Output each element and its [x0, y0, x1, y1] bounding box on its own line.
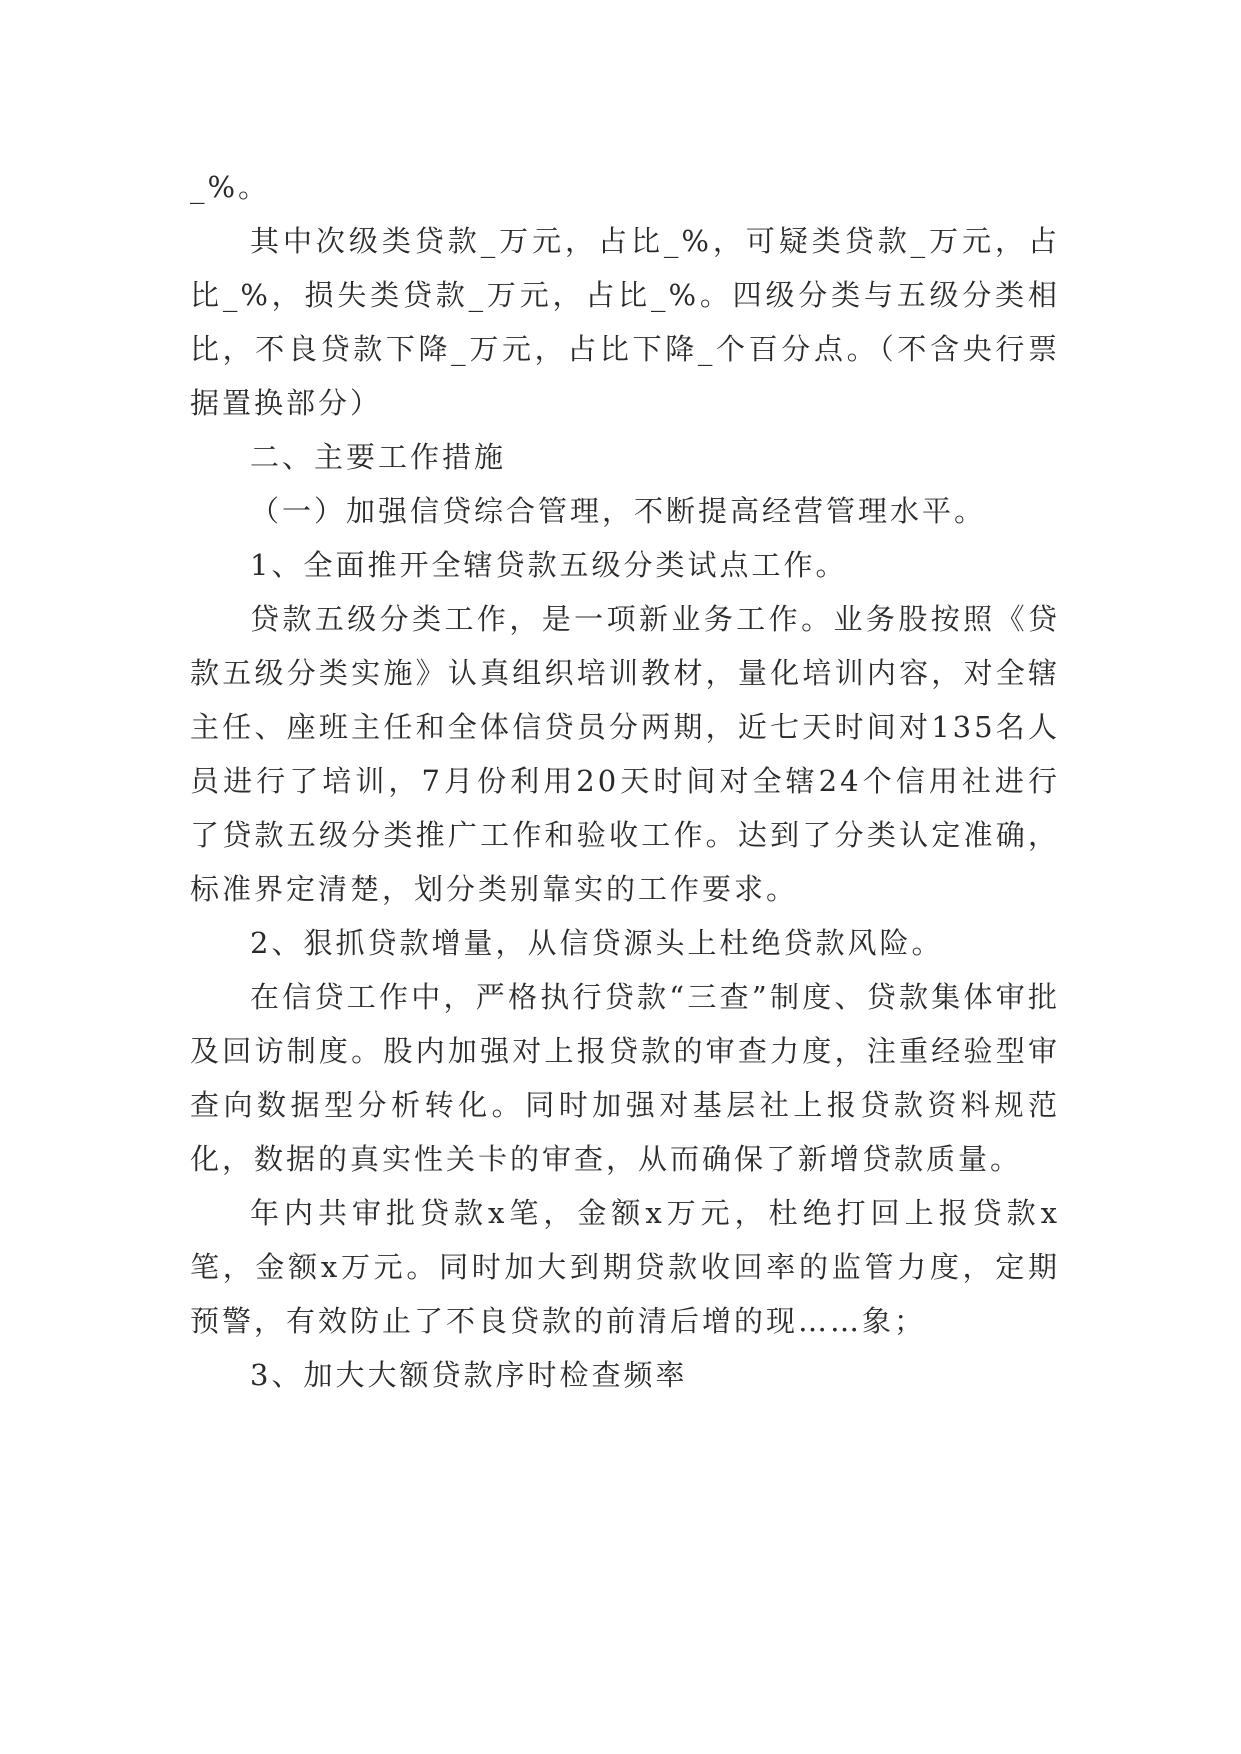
item-heading-1: 1、全面推开全辖贷款五级分类试点工作。 [250, 548, 848, 582]
section-heading-main-measures: 二、主要工作措施 [250, 440, 507, 474]
subsection-heading-credit-management: （一）加强信贷综合管理，不断提高经营管理水平。 [250, 494, 987, 528]
paragraph-five-level-classification: 贷款五级分类工作，是一项新业务工作。业务股按照《贷款五级分类实施》认真组织培训教材，量化培训内容，对全辖主任、座班主任和全体信贷员分两期，近七天时间对135名人员进行了培训，7月份利用20天时间对全辖24个信用社进行了贷款五级分类推广工作和验收工作。达到了分类认定准确，标准界定清楚，划分类别靠实的工作要求。 [190, 602, 1060, 906]
paragraph-annual-approval: 年内共审批贷款x笔，金额x万元，杜绝打回上报贷款x笔，金额x万元。同时加大到期贷款收回率的监管力度，定期预警，有效防止了不良贷款的前清后增的现……象； [190, 1196, 1060, 1338]
item-heading-3: 3、加大大额贷款序时检查频率 [250, 1358, 688, 1392]
paragraph-loan-classification-stats: 其中次级类贷款_万元，占比_%，可疑类贷款_万元，占比_%，损失类贷款_万元，占比_%。四级分类与五级分类相比，不良贷款下降_万元，占比下降_个百分点。（不含央行票据置换部分） [190, 224, 1060, 420]
paragraph-continuation: _%。 [190, 170, 271, 204]
document-body [190, 160, 1060, 1402]
item-heading-2: 2、狠抓贷款增量，从信贷源头上杜绝贷款风险。 [250, 926, 944, 960]
paragraph-credit-review: 在信贷工作中，严格执行贷款“三查”制度、贷款集体审批及回访制度。股内加强对上报贷款的审查力度，注重经验型审查向数据型分析转化。同时加强对基层社上报贷款资料规范化，数据的真实性关卡的审查，从而确保了新增贷款质量。 [190, 980, 1060, 1176]
